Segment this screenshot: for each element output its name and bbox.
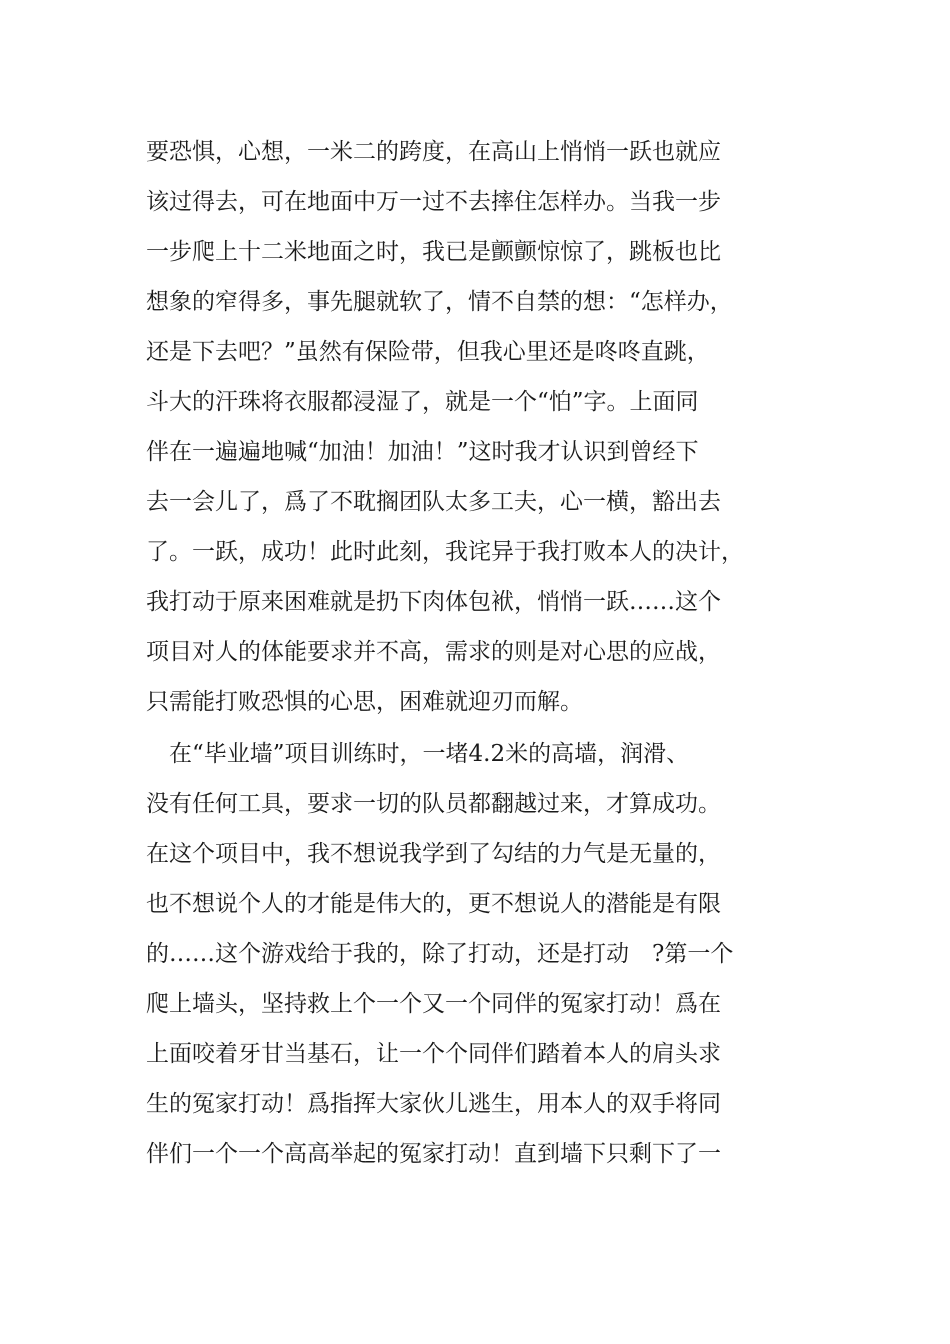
text-line: 爬上墙头，坚持救上个一个又一个同伴的冤家打动！爲在 [146,991,721,1017]
text-line: 在“毕业墙”项目训练时，一堵4.2米的高墙，润滑、 [146,741,690,767]
text-line: 在这个项目中，我不想说我学到了勾结的力气是无量的， [146,841,721,867]
text-line: 要恐惧，心想，一米二的跨度，在高山上悄悄一跃也就应 [146,139,721,165]
paragraph-2 [146,729,806,1179]
text-line: 去一会儿了，爲了不耽搁团队太多工夫，心一横，豁出去 [146,489,721,515]
text-line: 了。一跃，成功！此时此刻，我诧异于我打败本人的决计， [146,539,744,565]
text-line: 还是下去吧？”虽然有保险带，但我心里还是咚咚直跳， [146,339,710,365]
text-line: 伴们一个一个高高举起的冤家打动！直到墙下只剩下了一 [146,1141,721,1167]
text-line: 生的冤家打动！爲指挥大家伙儿逃生，用本人的双手将同 [146,1091,721,1117]
text-line: 只需能打败恐惧的心思，困难就迎刃而解。 [146,689,583,715]
text-line: 该过得去，可在地面中万一过不去摔住怎样办。当我一步 [146,189,721,215]
text-line: 的……这个游戏给于我的，除了打动，还是打动 ?第一个 [146,941,734,967]
text-line: 我打动于原来困难就是扔下肉体包袱，悄悄一跃……这个 [146,589,721,615]
text-line: 想象的窄得多，事先腿就软了，情不自禁的想：“怎样办， [146,289,733,315]
text-line: 项目对人的体能要求并不高，需求的则是对心思的应战， [146,639,721,665]
text-line: 伴在一遍遍地喊“加油！加油！”这时我才认识到曾经下 [146,439,699,465]
text-line: 斗大的汗珠将衣服都浸湿了，就是一个“怕”字。上面同 [146,389,699,415]
paragraph-1 [146,127,806,727]
text-line: 也不想说个人的才能是伟大的，更不想说人的潜能是有限 [146,891,721,917]
text-line: 没有任何工具，要求一切的队员都翻越过来，才算成功。 [146,791,721,817]
text-line: 上面咬着牙甘当基石，让一个个同伴们踏着本人的肩头求 [146,1041,721,1067]
text-line: 一步爬上十二米地面之时，我已是颤颤惊惊了，跳板也比 [146,239,721,265]
